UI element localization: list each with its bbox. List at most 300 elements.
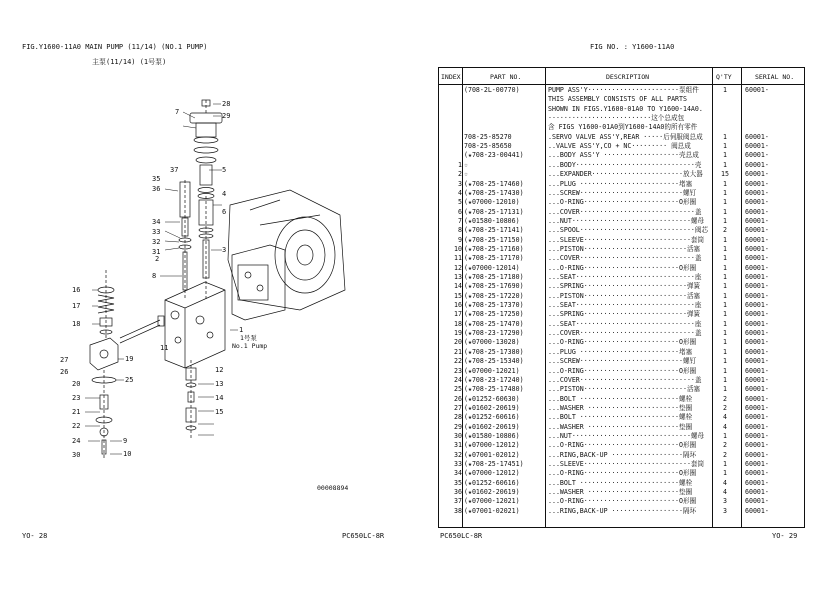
cell-description: ...O-RING························O形圈: [548, 338, 697, 347]
callout: 24: [72, 437, 81, 445]
cell-part-no: (★708-25-17370): [464, 301, 524, 310]
cell-part-no: (★07000-12021): [464, 366, 520, 375]
cell-part-no: (★708-23-00441): [464, 151, 524, 160]
cell-serial: 60001-: [745, 207, 769, 216]
cell-qty: 1: [723, 216, 727, 225]
cell-qty: 1: [723, 460, 727, 468]
cell-part-no: (★708-25-17380): [464, 347, 524, 356]
cell-description: ...SLEEVE···························套筒: [548, 460, 705, 468]
cell-index: 8: [458, 226, 462, 235]
callout: 21: [72, 408, 81, 416]
cell-serial: 60001-: [745, 142, 769, 151]
cell-serial: 60001-: [745, 394, 769, 403]
cell-qty: 1: [723, 366, 727, 375]
left-footer-model: PC650LC-8R: [342, 532, 385, 540]
right-footer-model: PC650LC-8R: [440, 532, 483, 540]
cell-index: 19: [454, 329, 462, 338]
cell-description: ...BODY ASS'Y ···················壳总成: [548, 151, 699, 160]
table-bottom-rule: [438, 527, 804, 528]
callout: 1: [239, 326, 244, 334]
table-row: [440, 348, 802, 357]
header-part: PART NO.: [490, 73, 522, 81]
cell-description: .SERVO VALVE ASS'Y,REAR ·····后伺服阀总成: [548, 132, 703, 141]
cell-qty: 1: [723, 132, 727, 141]
table-row: [440, 423, 802, 432]
cell-serial: 60001-: [745, 282, 769, 291]
cell-index: 9: [458, 235, 462, 244]
cell-serial: 60001-: [745, 198, 769, 207]
cell-qty: 3: [723, 506, 727, 515]
cell-description: ...NUT······························螺母: [548, 431, 705, 440]
cell-index: 26: [454, 394, 462, 403]
cell-serial: 60001-: [745, 347, 769, 356]
callout: 22: [72, 422, 81, 430]
cell-description: ...PISTON··························活塞: [548, 385, 701, 394]
cell-part-no: (★708-25-17180): [464, 273, 524, 281]
cell-part-no: (★708-25-17131): [464, 207, 524, 216]
cell-serial: 60001-: [745, 301, 769, 310]
cell-qty: 2: [723, 450, 727, 459]
cell-description: ...RING,BACK-UP ··················隔环: [548, 506, 697, 515]
cell-part-no: ☆: [464, 160, 468, 169]
table-row: [440, 264, 802, 273]
table-row: [440, 217, 802, 226]
cell-description: ...COVER·····························盖: [548, 207, 702, 216]
cell-serial: 60001-: [745, 291, 769, 300]
left-footer-page: YO- 28: [22, 532, 48, 540]
table-row: [440, 320, 802, 329]
callout: 26: [60, 368, 69, 376]
table-row: [440, 208, 802, 217]
cell-qty: 1: [723, 338, 727, 347]
cell-part-no: (★708-25-17170): [464, 254, 524, 263]
cell-index: 28: [454, 413, 462, 422]
cell-serial: 60001-: [745, 151, 769, 160]
cell-qty: 1: [723, 179, 727, 188]
table-row: [440, 301, 802, 310]
table-row: [440, 133, 802, 142]
cell-index: 2: [458, 170, 462, 179]
cell-serial: 60001-: [745, 226, 769, 235]
cell-part-no: (★708-25-17160): [464, 244, 524, 253]
callout: 23: [72, 394, 81, 402]
cell-serial: 60001-: [745, 413, 769, 422]
cell-index: 34: [454, 469, 462, 478]
cell-index: 6: [458, 207, 462, 216]
table-row: [440, 198, 802, 207]
cell-qty: 4: [723, 422, 727, 431]
cell-description: ...SCREW··························螺钉: [548, 188, 697, 197]
cell-qty: 1: [723, 431, 727, 440]
cell-description: SHOWN IN FIGS.Y1600-01A0 TO Y1600-14A0.: [548, 104, 703, 113]
callout: 10: [123, 450, 132, 458]
cell-qty: 1: [723, 347, 727, 356]
cell-serial: 60001-: [745, 441, 769, 450]
cell-qty: 4: [723, 488, 727, 497]
table-row: [440, 161, 802, 170]
cell-part-no: (★01602-20619): [464, 488, 520, 497]
callout: 35: [152, 175, 161, 183]
cell-qty: 1: [723, 310, 727, 319]
table-row: [440, 245, 802, 254]
table-row: [440, 432, 802, 441]
cell-description: ...PLUG ·························堵塞: [548, 347, 693, 356]
cell-serial: 60001-: [745, 160, 769, 169]
cell-description: THIS ASSEMBLY CONSISTS OF ALL PARTS: [548, 95, 687, 104]
table-row: [440, 292, 802, 301]
table-row: [440, 376, 802, 385]
cell-index: 14: [454, 282, 462, 291]
cell-description: ...WASHER ·······················垫圈: [548, 422, 693, 431]
cell-part-no: (★07000-12012): [464, 469, 520, 478]
cell-index: 18: [454, 319, 462, 328]
callout: 2: [155, 255, 160, 263]
callout: 9: [123, 437, 128, 445]
cell-index: 25: [454, 385, 462, 394]
table-row: [440, 451, 802, 460]
cell-serial: 60001-: [745, 478, 769, 487]
cell-index: 11: [454, 254, 462, 263]
cell-qty: 1: [723, 329, 727, 338]
cell-part-no: (★01252-60630): [464, 394, 520, 403]
cell-qty: 1: [723, 254, 727, 263]
cell-serial: 60001-: [745, 170, 769, 179]
cell-qty: 1: [723, 142, 727, 151]
callout: 5: [222, 166, 227, 174]
figure-subtitle: 主泵(11/14) (1号泵): [92, 58, 167, 66]
callout: 15: [215, 408, 224, 416]
cell-index: 29: [454, 422, 462, 431]
cell-qty: 1: [723, 375, 727, 384]
cell-part-no: (★708-25-17250): [464, 310, 524, 319]
table-row: [440, 236, 802, 245]
callout: 7: [175, 108, 180, 116]
cell-index: 12: [454, 263, 462, 272]
cell-index: 35: [454, 478, 462, 487]
cell-serial: 60001-: [745, 235, 769, 244]
cell-description: ...SLEEVE···························套筒: [548, 235, 705, 244]
cell-description: ...NUT······························螺母: [548, 216, 705, 225]
cell-serial: 60001-: [745, 385, 769, 394]
cell-qty: 2: [723, 441, 727, 450]
cell-index: 24: [454, 375, 462, 384]
callout: 36: [152, 185, 161, 193]
cell-qty: 2: [723, 403, 727, 412]
cell-serial: 60001-: [745, 319, 769, 328]
table-row: [440, 142, 802, 151]
col-rule: [804, 67, 805, 528]
callout: 17: [72, 302, 81, 310]
cell-serial: 60001-: [745, 450, 769, 459]
cell-description: ...O-RING························O形圈: [548, 469, 697, 478]
cell-part-no: (★01252-60616): [464, 413, 520, 422]
callout: 27: [60, 356, 69, 364]
cell-qty: 1: [723, 151, 727, 160]
cell-description: ...PLUG ·························堵塞: [548, 179, 693, 188]
cell-description: ...BODY······························壳: [548, 160, 702, 169]
cell-serial: 60001-: [745, 263, 769, 272]
table-row: [440, 329, 802, 338]
cell-qty: 1: [723, 301, 727, 310]
cell-index: 32: [454, 450, 462, 459]
cell-qty: 1: [723, 291, 727, 300]
cell-part-no: (★708-25-17430): [464, 188, 524, 197]
right-footer-page: YO- 29: [772, 532, 798, 540]
cell-part-no: (★07000-12010): [464, 198, 520, 207]
callout: 18: [72, 320, 81, 328]
cell-index: 10: [454, 244, 462, 253]
cell-qty: 1: [723, 273, 727, 281]
table-row: [440, 180, 802, 189]
callout: 28: [222, 100, 231, 108]
cell-part-no: (708-2L-00770): [464, 86, 520, 94]
cell-qty: 1: [723, 198, 727, 207]
callout: 20: [72, 380, 81, 388]
cell-part-no: (★708-25-17470): [464, 319, 524, 328]
pump-label-cn: 1号泵: [240, 334, 257, 342]
table-row: [440, 469, 802, 478]
cell-part-no: (★01252-60616): [464, 478, 520, 487]
cell-serial: 60001-: [745, 254, 769, 263]
cell-qty: 1: [723, 207, 727, 216]
cell-index: 27: [454, 403, 462, 412]
header-qty: Q'TY: [716, 73, 732, 81]
cell-description: ...O-RING························O形圈: [548, 263, 697, 272]
cell-qty: 4: [723, 413, 727, 422]
cell-part-no: (★708-25-17690): [464, 282, 524, 291]
cell-part-no: (★708-25-17451): [464, 460, 524, 468]
table-row: [440, 413, 802, 422]
cell-serial: 60001-: [745, 506, 769, 515]
cell-qty: 1: [723, 86, 727, 94]
callout: 32: [152, 238, 161, 246]
cell-description: ...BOLT ·························螺栓: [548, 478, 693, 487]
callout: 4: [222, 190, 227, 198]
table-row: [440, 114, 802, 123]
table-row: [440, 507, 802, 516]
table-header-rule: [438, 84, 804, 85]
table-top-rule: [438, 67, 804, 68]
cell-part-no: (★01580-10806): [464, 216, 520, 225]
callout: 19: [125, 355, 134, 363]
callout: 31: [152, 248, 161, 256]
table-row: [440, 479, 802, 488]
cell-description: ...SPOOL·····························阀芯: [548, 226, 709, 235]
cell-part-no: (★708-25-17141): [464, 226, 524, 235]
table-row: [440, 497, 802, 506]
cell-qty: 1: [723, 282, 727, 291]
cell-qty: 1: [723, 263, 727, 272]
cell-part-no: (★07000-12014): [464, 263, 520, 272]
cell-part-no: (★07001-02021): [464, 506, 520, 515]
cell-part-no: (★01602-20619): [464, 422, 520, 431]
cell-index: 1: [458, 160, 462, 169]
cell-serial: 60001-: [745, 497, 769, 506]
cell-part-no: 708-25-85270: [464, 132, 512, 141]
callout: 33: [152, 228, 161, 236]
callout: 6: [222, 208, 227, 216]
table-row: [440, 226, 802, 235]
cell-index: 30: [454, 431, 462, 440]
cell-description: ...WASHER ·······················垫圈: [548, 403, 693, 412]
table-row: [440, 488, 802, 497]
callout: 8: [152, 272, 157, 280]
cell-serial: 60001-: [745, 273, 769, 281]
header-serial: SERIAL NO.: [755, 73, 795, 81]
cell-part-no: (★708-25-17220): [464, 291, 524, 300]
table-row: [440, 460, 802, 469]
cell-serial: 60001-: [745, 422, 769, 431]
cell-part-no: 708-25-85650: [464, 142, 512, 151]
cell-serial: 60001-: [745, 460, 769, 468]
cell-index: 7: [458, 216, 462, 225]
cell-index: 31: [454, 441, 462, 450]
cell-qty: 1: [723, 244, 727, 253]
cell-description: ...PISTON··························活塞: [548, 244, 701, 253]
callout: 29: [222, 112, 231, 120]
cell-part-no: (★708-23-17240): [464, 375, 524, 384]
cell-description: ...O-RING························O形圈: [548, 497, 697, 506]
cell-description: ...COVER·····························盖: [548, 254, 702, 263]
cell-index: 15: [454, 291, 462, 300]
cell-qty: 1: [723, 357, 727, 366]
cell-serial: 60001-: [745, 216, 769, 225]
cell-index: 36: [454, 488, 462, 497]
cell-description: ...EXPANDER·······················放大器: [548, 170, 703, 179]
cell-description: ...SCREW··························螺钉: [548, 357, 697, 366]
callout: 34: [152, 218, 161, 226]
cell-serial: 60001-: [745, 403, 769, 412]
pump-label-en: No.1 Pump: [232, 342, 268, 350]
cell-serial: 60001-: [745, 310, 769, 319]
cell-part-no: (★708-25-17480): [464, 385, 524, 394]
cell-serial: 60001-: [745, 86, 769, 94]
cell-index: 17: [454, 310, 462, 319]
table-row: [440, 367, 802, 376]
cell-serial: 60001-: [745, 244, 769, 253]
cell-description: 含 FIGS Y1600-01A0到Y1600-14A0的所有零件: [548, 123, 698, 132]
table-row: [440, 273, 802, 282]
cell-qty: 1: [723, 188, 727, 197]
cell-description: ...O-RING························O形圈: [548, 198, 697, 207]
cell-description: ...BOLT ·························螺栓: [548, 394, 693, 403]
cell-description: ...SPRING··························弹簧: [548, 282, 701, 291]
callout: 12: [215, 366, 224, 374]
cell-part-no: (★708-23-17290): [464, 329, 524, 338]
cell-part-no: (★01602-20619): [464, 403, 520, 412]
cell-qty: 1: [723, 385, 727, 394]
cell-index: 37: [454, 497, 462, 506]
cell-qty: 15: [721, 170, 729, 179]
table-row: [440, 105, 802, 114]
table-row: [440, 95, 802, 104]
cell-part-no: (★07001-02012): [464, 450, 520, 459]
cell-part-no: (★07000-12021): [464, 497, 520, 506]
cell-part-no: (★708-25-15340): [464, 357, 524, 366]
table-row: [440, 441, 802, 450]
table-row: [440, 404, 802, 413]
callout: 13: [215, 380, 224, 388]
cell-description: ...COVER·····························盖: [548, 329, 702, 338]
cell-description: ...COVER·····························盖: [548, 375, 702, 384]
callout: 3: [222, 246, 227, 254]
cell-index: 38: [454, 506, 462, 515]
cell-serial: 60001-: [745, 188, 769, 197]
cell-serial: 60001-: [745, 366, 769, 375]
cell-index: 20: [454, 338, 462, 347]
table-row: [440, 189, 802, 198]
fig-no: FIG NO. : Y1600-11A0: [590, 43, 675, 51]
cell-part-no: (★07000-13028): [464, 338, 520, 347]
cell-description: ..VALVE ASS'Y,CO + NC········· 阀总成: [548, 142, 691, 151]
cell-index: 22: [454, 357, 462, 366]
callout: 16: [72, 286, 81, 294]
cell-index: 13: [454, 273, 462, 281]
cell-description: ...SEAT······························座: [548, 273, 702, 281]
table-row: [440, 170, 802, 179]
cell-part-no: ☆: [464, 170, 468, 179]
cell-part-no: (★07000-12012): [464, 441, 520, 450]
cell-part-no: (★708-25-17150): [464, 235, 524, 244]
cell-serial: 60001-: [745, 375, 769, 384]
cell-serial: 60001-: [745, 132, 769, 141]
figure-title: FIG.Y1600-11A0 MAIN PUMP (11/14) (NO.1 PUMP): [22, 43, 208, 51]
cell-qty: 1: [723, 235, 727, 244]
callout: 14: [215, 394, 224, 402]
cell-description: ...SEAT······························座: [548, 301, 702, 310]
table-row: [440, 86, 802, 95]
cell-description: ...O-RING························O形圈: [548, 366, 697, 375]
cell-qty: 4: [723, 478, 727, 487]
cell-index: 5: [458, 198, 462, 207]
cell-serial: 60001-: [745, 357, 769, 366]
cell-serial: 60001-: [745, 469, 769, 478]
cell-description: ...WASHER ·······················垫圈: [548, 488, 693, 497]
cell-part-no: (★01580-10806): [464, 431, 520, 440]
table-row: [440, 310, 802, 319]
header-description: DESCRIPTION: [606, 73, 650, 81]
header-index: INDEX: [441, 73, 461, 81]
cell-index: 16: [454, 301, 462, 310]
callout: 25: [125, 376, 134, 384]
cell-index: 3: [458, 179, 462, 188]
cell-qty: 2: [723, 226, 727, 235]
cell-part-no: (★708-25-17460): [464, 179, 524, 188]
cell-description: ...SEAT······························座: [548, 319, 702, 328]
cell-index: 21: [454, 347, 462, 356]
cell-index: 33: [454, 460, 462, 468]
table-row: [440, 123, 802, 132]
drawing-code: 00008894: [317, 484, 349, 492]
cell-index: 23: [454, 366, 462, 375]
cell-description: ...O-RING························O形圈: [548, 441, 697, 450]
exploded-diagram: [60, 90, 360, 510]
table-row: [440, 282, 802, 291]
callout: 11: [160, 344, 169, 352]
table-row: [440, 385, 802, 394]
cell-serial: 60001-: [745, 179, 769, 188]
table-row: [440, 395, 802, 404]
table-row: [440, 254, 802, 263]
cell-qty: 2: [723, 394, 727, 403]
cell-serial: 60001-: [745, 338, 769, 347]
cell-description: ...SPRING··························弹簧: [548, 310, 701, 319]
cell-index: 4: [458, 188, 462, 197]
cell-description: ...PISTON··························活塞: [548, 291, 701, 300]
callout: 37: [170, 166, 179, 174]
cell-qty: 3: [723, 497, 727, 506]
cell-qty: 1: [723, 160, 727, 169]
